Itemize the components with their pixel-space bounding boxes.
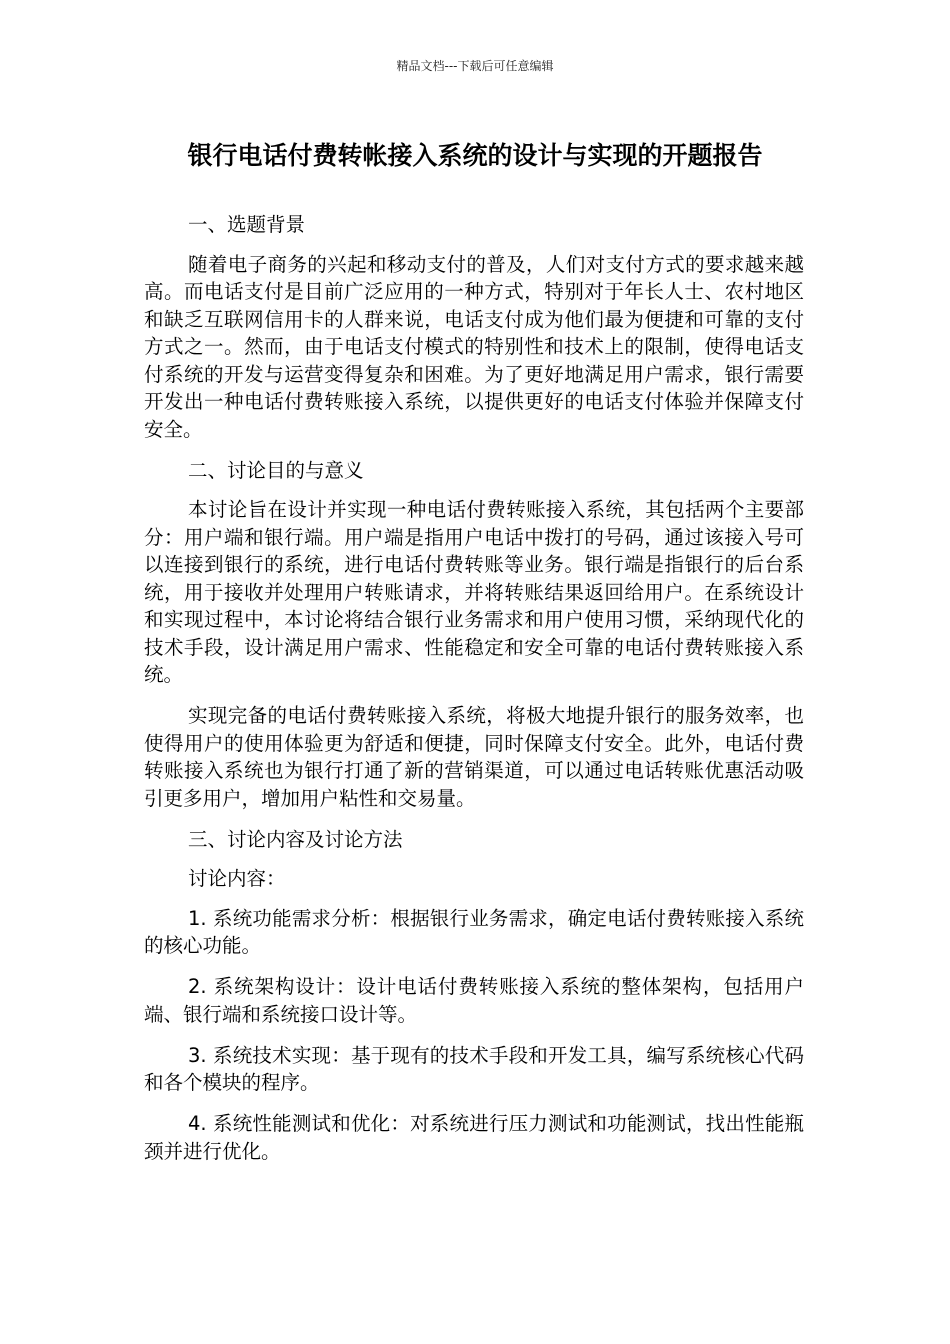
section-heading-content-method: 三、讨论内容及讨论方法 bbox=[188, 827, 403, 851]
list-item: 3. 系统技术实现：基于现有的技术手段和开发工具，编写系统核心代码和各个模块的程序。 bbox=[144, 1043, 804, 1094]
document-title: 银行电话付费转帐接入系统的设计与实现的开题报告 bbox=[187, 141, 763, 170]
paragraph-purpose-2: 实现完备的电话付费转账接入系统，将极大地提升银行的服务效率，也使得用户的使用体验更为舒适和便捷，同时保障支付安全。此外，电话付费转账接入系统也为银行打通了新的营销渠道，可以通过电话转账优惠活动吸引更多用户，增加用户粘性和交易量。 bbox=[144, 704, 804, 810]
list-item: 4. 系统性能测试和优化：对系统进行压力测试和功能测试，找出性能瓶颈并进行优化。 bbox=[144, 1112, 804, 1163]
paragraph-purpose-1: 本讨论旨在设计并实现一种电话付费转账接入系统，其包括两个主要部分：用户端和银行端。用户端是指用户电话中拨打的号码，通过该接入号可以连接到银行的系统，进行电话付费转账等业务。银行端是指银行的后台系统，用于接收并处理用户转账请求，并将转账结果返回给用户。在系统设计和实现过程中，本讨论将结合银行业务需求和用户使用习惯，采纳现代化的技术手段，设计满足用户需求、性能稳定和安全可靠的电话付费转账接入系统。 bbox=[144, 498, 804, 686]
paragraph-background: 随着电子商务的兴起和移动支付的普及，人们对支付方式的要求越来越高。而电话支付是目前广泛应用的一种方式，特别对于年长人士、农村地区和缺乏互联网信用卡的人群来说，电话支付成为他们最为便捷和可靠的支付方式之一。然而，由于电话支付模式的特别性和技术上的限制，使得电话支付系统的开发与运营变得复杂和困难。为了更好地满足用户需求，银行需要开发出一种电话付费转账接入系统，以提供更好的电话支付体验并保障支付安全。 bbox=[144, 252, 804, 441]
section-heading-background: 一、选题背景 bbox=[188, 213, 306, 236]
subheading-content: 讨论内容： bbox=[188, 867, 286, 890]
list-item: 2. 系统架构设计：设计电话付费转账接入系统的整体架构，包括用户端、银行端和系统接口设计等。 bbox=[144, 975, 804, 1026]
page-header-note: 精品文档---下载后可任意编辑 bbox=[396, 59, 554, 73]
section-heading-purpose: 二、讨论目的与意义 bbox=[188, 458, 364, 482]
list-item: 1. 系统功能需求分析：根据银行业务需求，确定电话付费转账接入系统的核心功能。 bbox=[144, 906, 804, 957]
document-body bbox=[144, 211, 804, 1179]
